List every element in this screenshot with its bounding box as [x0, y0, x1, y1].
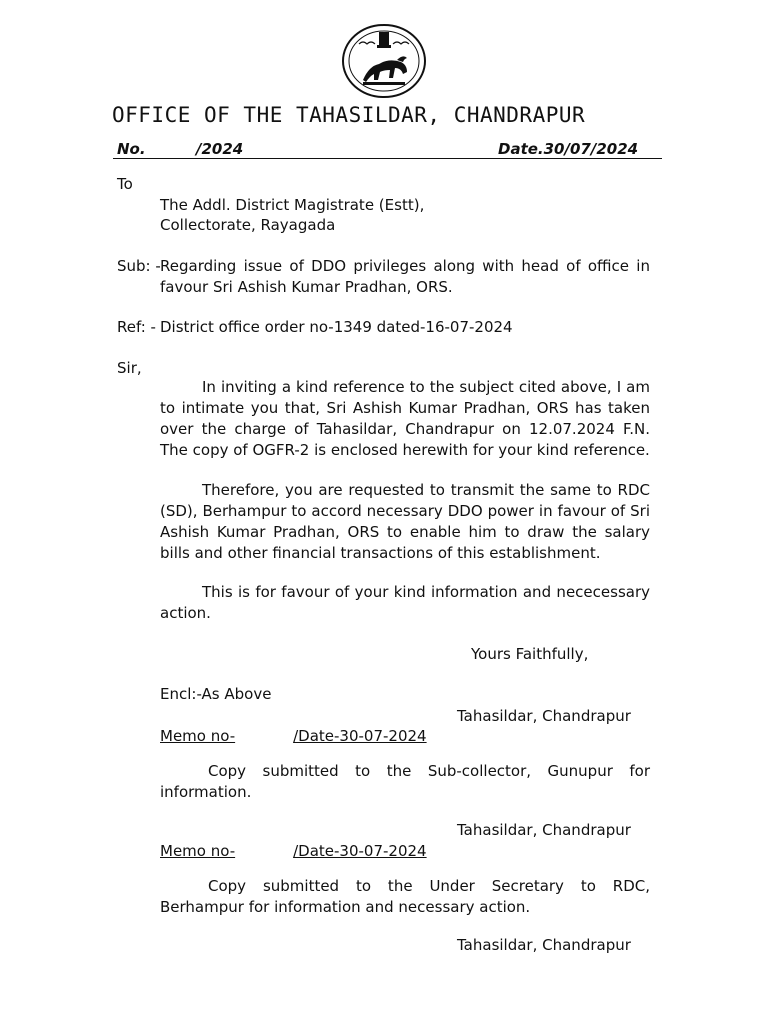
government-emblem	[341, 22, 427, 100]
memo-1-number: Memo no-	[160, 727, 236, 745]
memo-2-signatory: Tahasildar, Chandrapur	[457, 936, 631, 954]
memo-1-text: Copy submitted to the Sub-collector, Gunupur for information.	[160, 762, 650, 801]
header-divider	[113, 158, 662, 159]
subject-label: Sub: -	[117, 257, 161, 275]
memo-1-date: /Date-30-07-2024	[293, 727, 427, 745]
paragraph-1: In inviting a kind reference to the subject cited above, I am to intimate you that, Sri Ashish Kumar Pradhan, ORS has taken over the charge of Tahasildar, Chandrapur on 12.07.2024 F.N. The copy of OGFR-2 is enclosed herewith for your kind reference.	[160, 378, 650, 459]
salutation: Sir,	[117, 359, 142, 377]
office-title: OFFICE OF THE TAHASILDAR, CHANDRAPUR	[112, 103, 586, 127]
signatory-1: Tahasildar, Chandrapur	[457, 707, 631, 725]
subject-line2: favour Sri Ashish Kumar Pradhan, ORS.	[160, 278, 453, 296]
subject-line1: Regarding issue of DDO privileges along with head of office in	[160, 257, 650, 275]
memo-1-signatory: Tahasildar, Chandrapur	[457, 821, 631, 839]
memo-1-header	[160, 726, 427, 747]
to-label: To	[117, 175, 133, 193]
letter-number-label: No.	[117, 140, 146, 158]
paragraph-3: This is for favour of your kind information and nececessary action.	[160, 583, 650, 622]
enclosure: Encl:-As Above	[160, 685, 272, 703]
memo-2-number: Memo no-	[160, 842, 236, 860]
reference-text: District office order no-1349 dated-16-07-2024	[160, 318, 513, 336]
paragraph-2: Therefore, you are requested to transmit the same to RDC (SD), Berhampur to accord necessary DDO power in favour of Sri Ashish Kumar Pradhan, ORS to enable him to draw the salary bills and other financial transactions of this establishment.	[160, 481, 650, 562]
memo-2-header	[160, 841, 427, 862]
letter-number-year: /2024	[196, 140, 244, 158]
reference-label: Ref: -	[117, 318, 156, 336]
addressee-line1: The Addl. District Magistrate (Estt),	[160, 196, 425, 214]
addressee-line2: Collectorate, Rayagada	[160, 216, 336, 234]
memo-2-date: /Date-30-07-2024	[293, 842, 427, 860]
yours-faithfully: Yours Faithfully,	[471, 645, 589, 663]
memo-2-text: Copy submitted to the Under Secretary to RDC, Berhampur for information and necessary action.	[160, 877, 650, 916]
letter-date: Date.30/07/2024	[498, 140, 639, 158]
